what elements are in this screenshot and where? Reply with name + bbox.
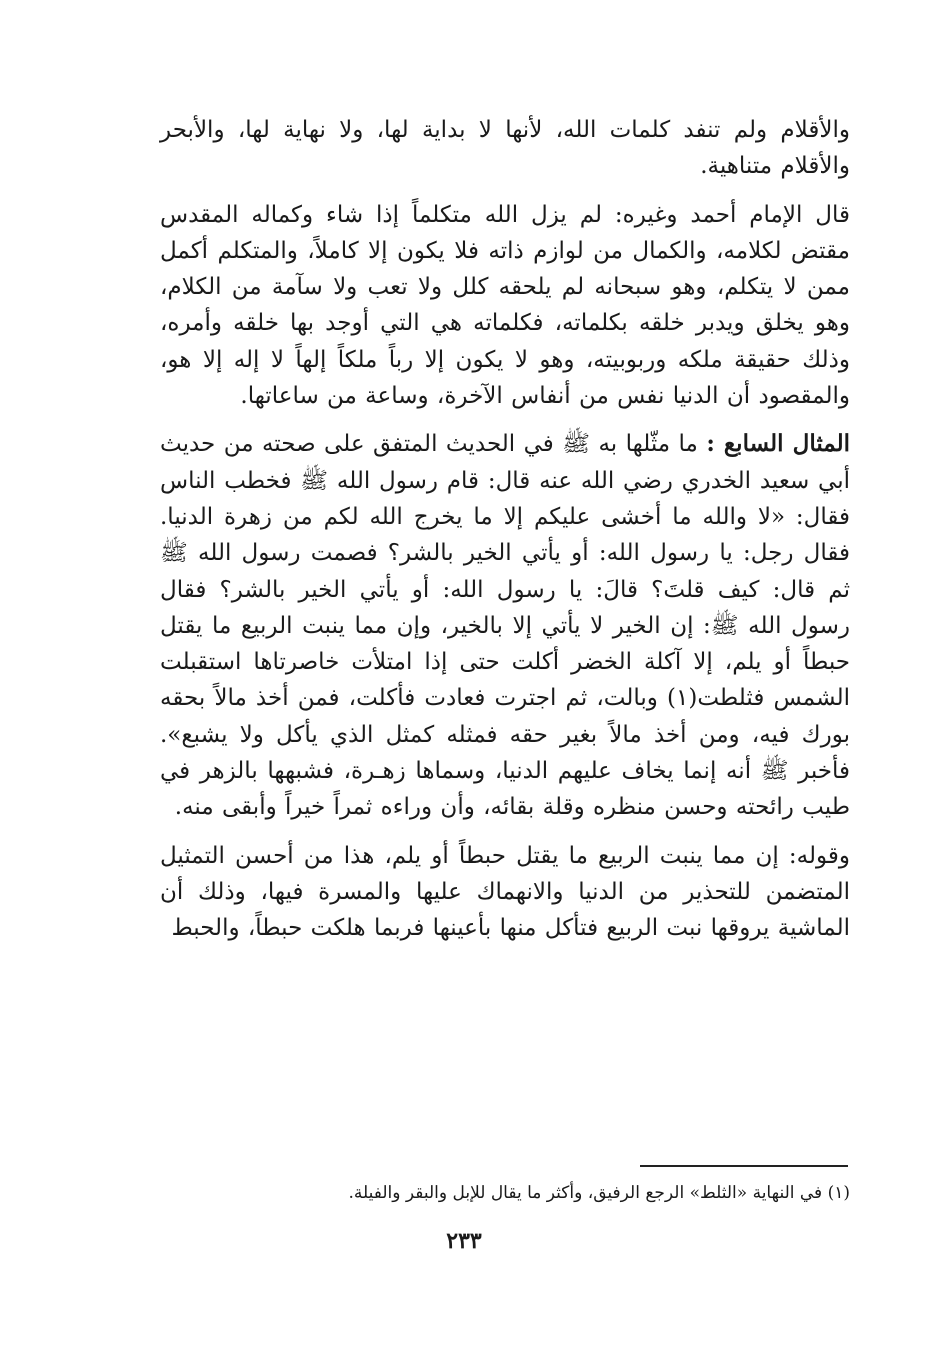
paragraph-text: ما مثّلها به ﷺ في الحديث المتفق على صحته من حديث أبي سعيد الخدري رضي الله عنه قال: قام رسول الله ﷺ فخطب الناس فقال: «لا والله ما أخشى عليكم إلا ما يخرج الله لكم من زهرة الدنيا. فقال رجل: يا رسول الله: أو يأتي الخير بالشر؟ فصمت رسول الله ﷺ ثم قال: كيف قلتَ؟ قالَ: يا رسول الله: أو يأتي الخير بالشر؟ فقال رسول الله ﷺ: إن الخير لا يأتي إلا بالخير، وإن مما ينبت الربيع ما يقتل حبطاً أو يلم، إلا آكلة الخضر أكلت حتى إذا امتلأت خاصرتاها استقبلت الشمس فثلطت(١) وبالت، ثم اجترت فعادت فأكلت، فمن أخذ مالاً بحقه بورك فيه، ومن أخذ مالاً بغير حقه فمثله كمثل الذي يأكل ولا يشبع». فأخبر ﷺ أنه إنما يخاف عليهم الدنيا، وسماها زهـرة، فشبهها بالزهر في طيب رائحته وحسن منظره وقلة بقائه، وأن وراءه ثمراً خيراً وأبقى منه. (160, 431, 850, 821)
body-text (160, 112, 850, 947)
paragraph-text: والأقلام ولم تنفد كلمات الله، لأنها لا بداية لها، ولا نهاية لها، والأبحر والأقلام متناهية. (160, 117, 850, 180)
paragraph-text: قال الإمام أحمد وغيره: لم يزل الله متكلماً إذا شاء وكماله المقدس مقتض لكلامه، والكمال من لوازم ذاته فلا يكون إلا كاملاً، والمتكلم أكمل ممن لا يتكلم، وهو سبحانه لم يلحقه كلل ولا تعب ولا سآمة من الكلام، وهو يخلق ويدبر خلقه بكلماته، فكلماته هي التي أوجد بها خلقه وأمره، وذلك حقيقة ملكه وربوبيته، وهو لا يكون إلا رباً ملكاً إلهاً لا إله إلا هو، والمقصود أن الدنيا نفس من أنفاس الآخرة، وساعة من ساعاتها. (160, 201, 850, 410)
paragraph-imam-ahmad (160, 197, 850, 415)
paragraph-text: وقوله: إن مما ينبت الربيع ما يقتل حبطاً أو يلم، هذا من أحسن التمثيل المتضمن للتحذير من الدنيا والانهماك عليها والمسرة فيها، وذلك أن الماشية يروقها نبت الربيع فتأكل منها بأعينها فربما هلكت حبطاً، والحبط (160, 842, 850, 942)
footnote: (١) في النهاية «الثلط» الرجع الرفيق، وأكثر ما يقال للإبل والبقر والفيلة. (348, 1183, 850, 1203)
paragraph-commentary (160, 838, 850, 947)
example-heading: المثال السابع : (706, 430, 850, 458)
page-number: ٢٣٣ (446, 1228, 482, 1254)
footnote-divider (640, 1165, 848, 1167)
paragraph-continuation (160, 112, 850, 185)
paragraph-seventh-example (160, 426, 850, 825)
